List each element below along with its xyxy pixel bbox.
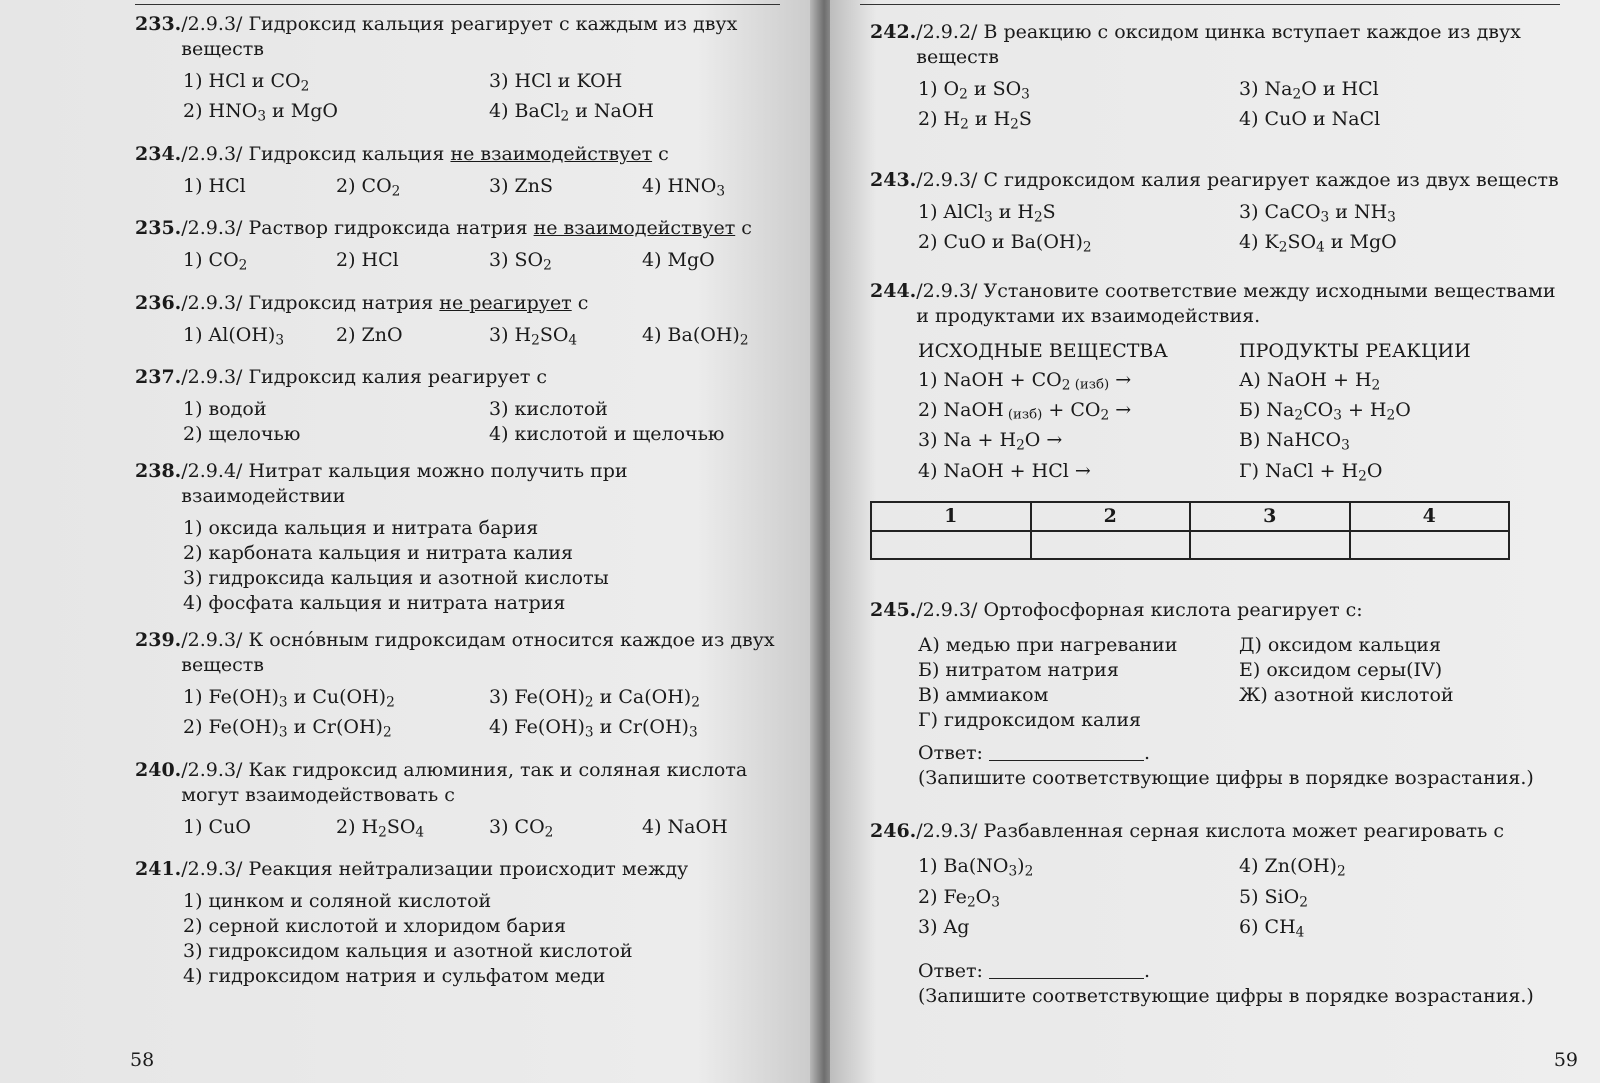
question-number: 235. [135,217,182,240]
option-2: 2) $Fe_2O_3$ [918,885,1000,911]
answer-instruction: (Запишите соответствующие цифры в порядке возрастания.) [918,767,1534,790]
answer-header-1: 1 [871,502,1031,531]
options [183,889,795,989]
option-2: 2) щелочью [183,423,301,446]
question-text: /2.9.3/ Ортофосфорная кислота реагирует с: [916,599,1363,622]
column-heading-products: ПРОДУКТЫ РЕАКЦИИ [1239,339,1471,362]
options [918,854,1560,945]
option-2: 2) серной кислотой и хлоридом бария [183,915,567,938]
question-236 [135,291,795,353]
page-number: 58 [130,1049,155,1071]
column-heading-reactants: ИСХОДНЫЕ ВЕЩЕСТВА [918,339,1168,362]
product-b: Б) $Na_2CO_3 + H_2O$ [1239,399,1411,424]
question-237 [135,365,795,447]
question-number: 233. [135,13,182,35]
question-text: /2.9.3/ Разбавленная серная кислота может реагировать с [916,820,1505,843]
option-3: 3) HCl и KOH [489,70,623,92]
option-1: 1) $Fe(OH)_3$ и $Cu(OH)_2$ [183,686,395,711]
question-245 [870,598,1560,791]
answer-header-4: 4 [1350,502,1510,531]
option-2: 2) $H_2$ и $H_2S$ [918,108,1032,133]
option-3: 3) Ag [918,916,970,939]
matching-columns [918,339,1560,490]
option-2: 2) $H_2SO_4$ [336,815,425,841]
option-1: 1) $Ba(NO_3)_2$ [918,855,1034,880]
answer-header-3: 3 [1190,502,1350,531]
option-4: 4) $Fe(OH)_3$ и $Cr(OH)_3$ [489,716,698,741]
option-4: 4) $K_2SO_4$ и MgO [1239,231,1397,256]
question-text: /2.9.3/ Гидроксид кальция не взаимодействует с [181,142,669,165]
option-4: 4) NaOH [642,815,728,838]
right-page [830,0,1600,1083]
answer-table [870,501,1510,560]
top-rule [135,4,780,5]
options [183,174,795,204]
question-number: 236. [135,291,182,314]
answer-cell-1[interactable] [871,531,1031,559]
option-2: 2) ZnO [336,323,403,346]
question-text: /2.9.3/ Реакция нейтрализации происходит между [181,858,689,881]
option-1: 1) цинком и соляной кислотой [183,890,492,913]
options [918,200,1560,261]
option-3: 3) $Na_2O$ и HCl [1239,78,1379,103]
option-1: 1) AlCl$_3$ и $H_2S$ [918,200,1056,226]
option-4: 4) CuO и NaCl [1239,108,1381,131]
answer-instruction: (Запишите соответствующие цифры в порядке возрастания.) [918,985,1534,1008]
question-234 [135,142,795,204]
question-number: 243. [870,168,917,191]
options [918,77,1560,138]
option-b: Б) нитратом натрия [918,659,1119,682]
question-number: 245. [870,599,917,622]
question-240 [135,758,795,845]
product-v: В) NaHCO$_3$ [1239,429,1350,454]
option-1: 1) CuO [183,815,251,838]
option-4: 4) кислотой и щелочью [489,423,725,446]
options [918,633,1560,733]
question-number: 241. [135,858,182,881]
question-233 [135,12,795,130]
question-244 [870,279,1560,561]
question-text: /2.9.3/ Гидроксид калия реагирует с [181,366,548,389]
option-3: 3) кислотой [489,398,608,421]
option-5: 5) SiO$_2$ [1239,885,1308,911]
option-3: 3) $SO_2$ [489,249,552,274]
options [183,323,795,353]
option-e: Е) оксидом серы(IV) [1239,659,1443,682]
question-number: 239. [135,629,182,652]
options [183,69,795,130]
option-1: 1) HCl и $CO_2$ [183,70,310,95]
answer-line: Ответ: . [918,960,1150,983]
options [183,248,795,278]
options [183,815,795,845]
option-1: 1) $CO_2$ [183,249,248,274]
option-g: Г) гидроксидом калия [918,709,1142,732]
options [183,397,795,447]
product-a: А) NaOH + $H_2$ [1239,368,1381,394]
option-zh: Ж) азотной кислотой [1239,684,1454,707]
page-number: 59 [1553,1049,1578,1071]
option-4: 4) BaCl$_2$ и NaOH [489,100,654,125]
options [183,516,795,616]
option-1: 1) водой [183,398,267,421]
option-2: 2) карбоната кальция и нитрата калия [183,542,574,565]
question-239 [135,628,795,746]
question-number: 238. [135,460,182,483]
option-3: 3) $CO_2$ [489,815,554,841]
product-g: Г) NaCl + $H_2O$ [1239,459,1383,485]
option-3: 3) CaCO$_3$ и $NH_3$ [1239,200,1396,226]
option-4: 4) гидроксидом натрия и сульфатом меди [183,965,606,988]
option-1: 1) $O_2$ и $SO_3$ [918,78,1030,103]
answer-blank[interactable] [989,742,1144,761]
option-3: 3) ZnS [489,174,553,197]
answer-cell-2[interactable] [1031,531,1191,559]
answer-line: Ответ: . [918,742,1150,765]
question-number: 242. [870,21,917,43]
answer-blank[interactable] [989,960,1144,979]
question-text: /2.9.3/ К оснóвным гидроксидам относится каждое из двух веществ [181,629,775,677]
reactant-3: 3) $Na + H_2O$ → [918,429,1063,454]
option-2: 2) HCl [336,249,399,272]
reactant-2: 2) NaOH $(изб) + CO_2$ → [918,399,1132,424]
option-2: 2) CuO и $Ba(OH)_2$ [918,231,1092,256]
question-text: /2.9.2/ В реакцию с оксидом цинка вступает каждое из двух веществ [916,21,1521,68]
option-d: Д) оксидом кальция [1239,634,1441,657]
option-3: 3) гидроксида кальция и азотной кислоты [183,567,609,590]
answer-cell-3[interactable] [1190,531,1350,559]
question-text: /2.9.4/ Нитрат кальция можно получить при взаимодействии [181,460,628,508]
option-4: 4) $Zn(OH)_2$ [1239,855,1346,880]
question-number: 244. [870,279,917,302]
question-235 [135,216,795,278]
option-2: 2) $Fe(OH)_3$ и $Cr(OH)_2$ [183,716,392,741]
question-text: /2.9.3/ Гидроксид натрия не реагирует с [181,291,589,314]
option-3: 3) гидроксидом кальция и азотной кислотой [183,940,633,963]
option-1: 1) HCl [183,174,246,197]
question-text: /2.9.3/ Установите соответствие между исходными веществами и продуктами их взаимодействия. [916,279,1556,327]
option-3: 3) $H_2SO_4$ [489,323,578,349]
option-4: 4) $Ba(OH)_2$ [642,323,749,349]
answer-cell-4[interactable] [1350,531,1510,559]
question-242 [870,20,1560,138]
answer-label: Ответ: [918,742,983,765]
options [183,685,795,746]
left-content [135,12,795,1001]
option-1: 1) оксида кальция и нитрата бария [183,517,539,540]
question-241 [135,857,795,989]
option-v: В) аммиаком [918,684,1049,707]
top-rule [860,4,1560,5]
question-number: 237. [135,366,182,389]
question-number: 234. [135,142,182,165]
question-number: 240. [135,758,182,781]
option-4: 4) $HNO_3$ [642,174,726,200]
option-4: 4) фосфата кальция и нитрата натрия [183,592,566,615]
answer-header-2: 2 [1031,502,1191,531]
reactant-1: 1) NaOH + $CO_2$ (изб) → [918,368,1132,394]
question-text: /2.9.3/ С гидроксидом калия реагирует каждое из двух веществ [916,168,1559,191]
question-text: /2.9.3/ Как гидроксид алюминия, так и соляная кислота могут взаимодействовать с [181,758,748,806]
question-text: /2.9.3/ Гидроксид кальция реагирует с каждым из двух веществ [181,13,738,60]
right-content [870,20,1560,1021]
question-number: 246. [870,820,917,843]
option-a: А) медью при нагревании [918,634,1178,657]
option-2: 2) $HNO_3$ и MgO [183,100,338,125]
option-2: 2) $CO_2$ [336,174,401,200]
option-4: 4) MgO [642,249,715,272]
option-6: 6) $CH_4$ [1239,916,1305,941]
question-text: /2.9.3/ Раствор гидроксида натрия не взаимодействует с [181,217,752,240]
answer-label: Ответ: [918,960,983,983]
reactant-4: 4) NaOH + HCl → [918,459,1091,482]
question-243 [870,168,1560,261]
option-3: 3) $Fe(OH)_2$ и $Ca(OH)_2$ [489,686,700,711]
question-238 [135,459,795,616]
option-1: 1) $Al(OH)_3$ [183,323,285,349]
question-246 [870,819,1560,1009]
